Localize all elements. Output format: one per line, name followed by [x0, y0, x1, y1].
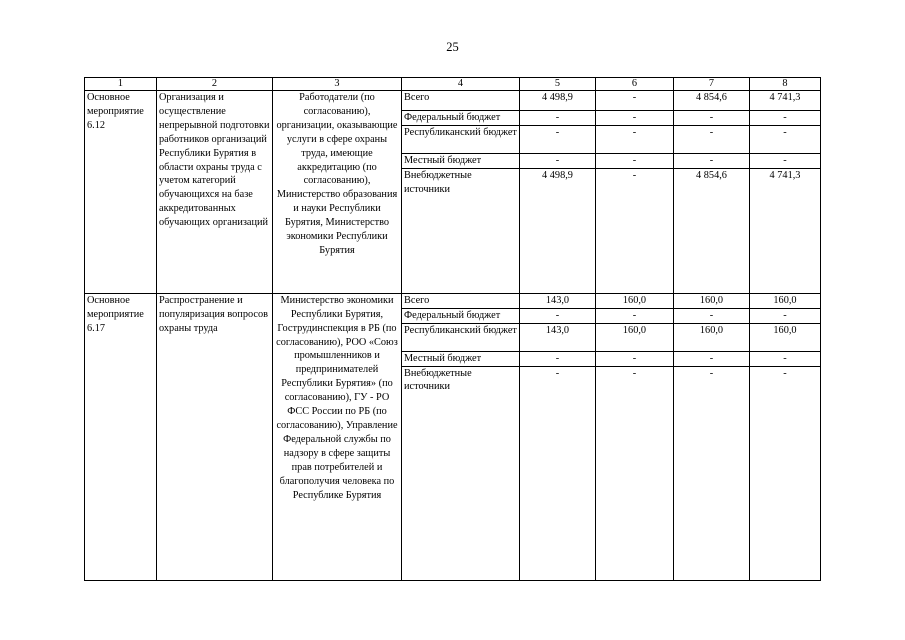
column-header: 8: [750, 78, 821, 91]
value-col7: 4 854,6: [674, 91, 750, 111]
funding-source: Местный бюджет: [402, 153, 520, 168]
value-col8: 4 741,3: [750, 168, 821, 293]
value-col7: -: [674, 125, 750, 153]
budget-table: [84, 77, 821, 581]
column-header: 4: [402, 78, 520, 91]
value-col7: -: [674, 308, 750, 323]
funding-source: Местный бюджет: [402, 351, 520, 366]
value-col5: -: [520, 153, 596, 168]
value-col7: -: [674, 153, 750, 168]
value-col5: -: [520, 308, 596, 323]
activity-name: Распространение и популяризация вопросов охраны труда: [157, 293, 273, 580]
activity-executors: Министерство экономики Республики Бурятия, Гострудинспекция в РБ (по согласованию), РОО «Союз промышленников и предпринимателей Республики Бурятия» (по согласованию), ГУ - РО ФСС России по РБ (по согласованию), Управление Федеральной службы по надзору в сфере защиты прав потребителей и благополучия человека по Республике Бурятия: [273, 293, 402, 580]
value-col5: 143,0: [520, 293, 596, 308]
column-header: 7: [674, 78, 750, 91]
table-row: [85, 293, 821, 308]
value-col8: -: [750, 366, 821, 580]
column-header: 2: [157, 78, 273, 91]
value-col8: -: [750, 153, 821, 168]
value-col6: 160,0: [596, 293, 674, 308]
value-col6: -: [596, 308, 674, 323]
value-col5: 4 498,9: [520, 168, 596, 293]
value-col6: -: [596, 168, 674, 293]
value-col7: 160,0: [674, 293, 750, 308]
activity-code: Основное мероприятие 6.17: [85, 293, 157, 580]
value-col6: 160,0: [596, 323, 674, 351]
page-number: 25: [446, 40, 459, 54]
value-col5: -: [520, 125, 596, 153]
value-col6: -: [596, 366, 674, 580]
activity-executors: Работодатели (по согласованию), организации, оказывающие услуги в сфере охраны труда, имеющие аккредитацию (по согласованию), Министерство образования и науки Республики Бурятия, Министерство экономики Республики Бурятия: [273, 91, 402, 294]
value-col6: -: [596, 125, 674, 153]
value-col6: -: [596, 111, 674, 126]
funding-source: Внебюджетные источники: [402, 168, 520, 293]
value-col7: -: [674, 111, 750, 126]
value-col8: 160,0: [750, 323, 821, 351]
funding-source: Всего: [402, 91, 520, 111]
value-col7: -: [674, 351, 750, 366]
column-number-row: [85, 78, 821, 91]
value-col7: -: [674, 366, 750, 580]
value-col8: -: [750, 111, 821, 126]
activity-code: Основное мероприятие 6.12: [85, 91, 157, 294]
activity-name: Организация и осуществление непрерывной подготовки работников организаций Республики Бурятия в области охраны труда с учетом категорий обучающихся на базе аккредитованных обучающих организаций: [157, 91, 273, 294]
funding-source: Внебюджетные источники: [402, 366, 520, 580]
value-col8: 4 741,3: [750, 91, 821, 111]
table-row: [85, 91, 821, 111]
value-col7: 160,0: [674, 323, 750, 351]
value-col5: -: [520, 351, 596, 366]
value-col6: -: [596, 153, 674, 168]
column-header: 3: [273, 78, 402, 91]
value-col8: -: [750, 125, 821, 153]
value-col8: -: [750, 351, 821, 366]
funding-source: Республиканский бюджет: [402, 323, 520, 351]
funding-source: Всего: [402, 293, 520, 308]
value-col5: 143,0: [520, 323, 596, 351]
value-col8: 160,0: [750, 293, 821, 308]
value-col6: -: [596, 91, 674, 111]
value-col5: -: [520, 111, 596, 126]
funding-source: Федеральный бюджет: [402, 308, 520, 323]
funding-source: Федеральный бюджет: [402, 111, 520, 126]
column-header: 1: [85, 78, 157, 91]
funding-source: Республиканский бюджет: [402, 125, 520, 153]
column-header: 6: [596, 78, 674, 91]
value-col8: -: [750, 308, 821, 323]
value-col5: -: [520, 366, 596, 580]
value-col5: 4 498,9: [520, 91, 596, 111]
value-col6: -: [596, 351, 674, 366]
value-col7: 4 854,6: [674, 168, 750, 293]
column-header: 5: [520, 78, 596, 91]
